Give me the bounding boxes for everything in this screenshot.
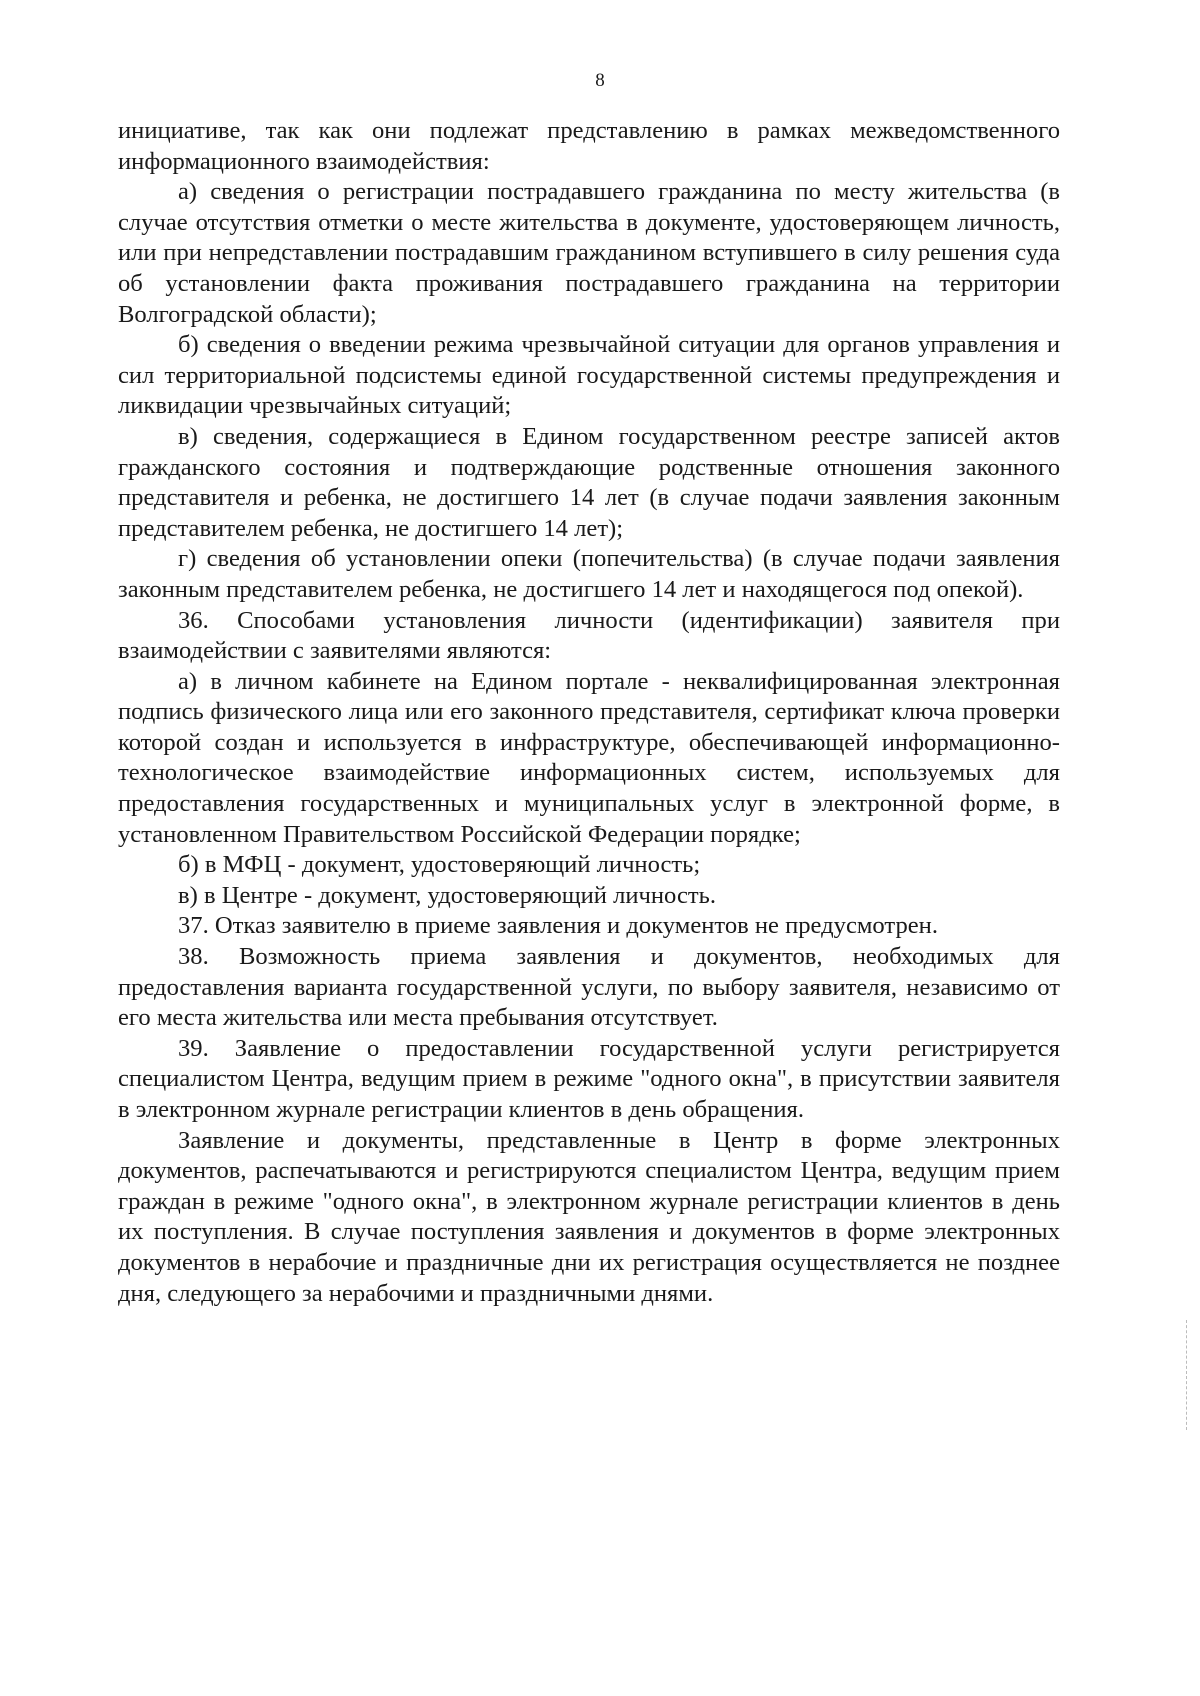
paragraph-item-b-emergency: б) сведения о введении режима чрезвычайной ситуации для органов управления и сил территориальной подсистемы единой государственной системы предупреждения и ликвидации чрезвычайных ситуаций; bbox=[118, 331, 1060, 420]
paragraph-continuation: инициативе, так как они подлежат представлению в рамках межведомственного информационного взаимодействия: bbox=[118, 117, 1060, 175]
paragraph-item-a-registration: а) сведения о регистрации пострадавшего гражданина по месту жительства (в случае отсутствия отметки о месте жительства в документе, удостоверяющем личность, или при непредставлении пострадавшим гражданином вступившего в силу решения суда об установлении факта проживания пострадавшего гражданина на территории Волгоградской области); bbox=[118, 178, 1060, 328]
paragraph-36-item-v-center: в) в Центре - документ, удостоверяющий личность. bbox=[178, 881, 716, 909]
paragraph-36-item-a-portal: а) в личном кабинете на Едином портале - неквалифицированная электронная подпись физического лица или его законного представителя, сертификат ключа проверки которой создан и используется в инфраструктуре, обеспечивающей информационно-технологическое взаимодействие информационных систем, используемых для предоставления государственных и муниципальных услуг в электронной форме, в установленном Правительством Российской Федерации порядке; bbox=[118, 667, 1060, 848]
paragraph-38-extraterritorial: 38. Возможность приема заявления и документов, необходимых для предоставления варианта государственной услуги, по выбору заявителя, независимо от его места жительства или места пребывания отсутствует. bbox=[118, 943, 1060, 1032]
paragraph-39-registration: 39. Заявление о предоставлении государственной услуги регистрируется специалистом Центра, ведущим прием в режиме "одного окна", в присутствии заявителя в электронном журнале регистрации клиентов в день обращения. bbox=[118, 1034, 1060, 1123]
document-body bbox=[118, 116, 1060, 1309]
scan-edge-mark bbox=[1186, 1320, 1187, 1430]
paragraph-item-g-guardianship: г) сведения об установлении опеки (попечительства) (в случае подачи заявления законным представителем ребенка, не достигшего 14 лет и находящегося под опекой). bbox=[118, 545, 1060, 603]
page-number: 8 bbox=[595, 70, 605, 91]
paragraph-36-identification: 36. Способами установления личности (идентификации) заявителя при взаимодействии с заявителями являются: bbox=[118, 606, 1060, 665]
paragraph-item-v-civil-registry: в) сведения, содержащиеся в Едином государственном реестре записей актов гражданского состояния и подтверждающие родственные отношения законного представителя и ребенка, не достигшего 14 лет (в случае подачи заявления законным представителем ребенка, не достигшего 14 лет); bbox=[118, 422, 1060, 542]
paragraph-37-refusal: 37. Отказ заявителю в приеме заявления и документов не предусмотрен. bbox=[178, 912, 938, 940]
paragraph-39-electronic-documents: Заявление и документы, представленные в Центр в форме электронных документов, распечатываются и регистрируются специалистом Центра, ведущим прием граждан в режиме "одного окна", в электронном журнале регистрации клиентов в день их поступления. В случае поступления заявления и документов в форме электронных документов в нерабочие и праздничные дни их регистрация осуществляется не позднее дня, следующего за нерабочими и праздничными днями. bbox=[118, 1126, 1060, 1307]
paragraph-36-item-b-mfc: б) в МФЦ - документ, удостоверяющий личность; bbox=[178, 851, 701, 879]
